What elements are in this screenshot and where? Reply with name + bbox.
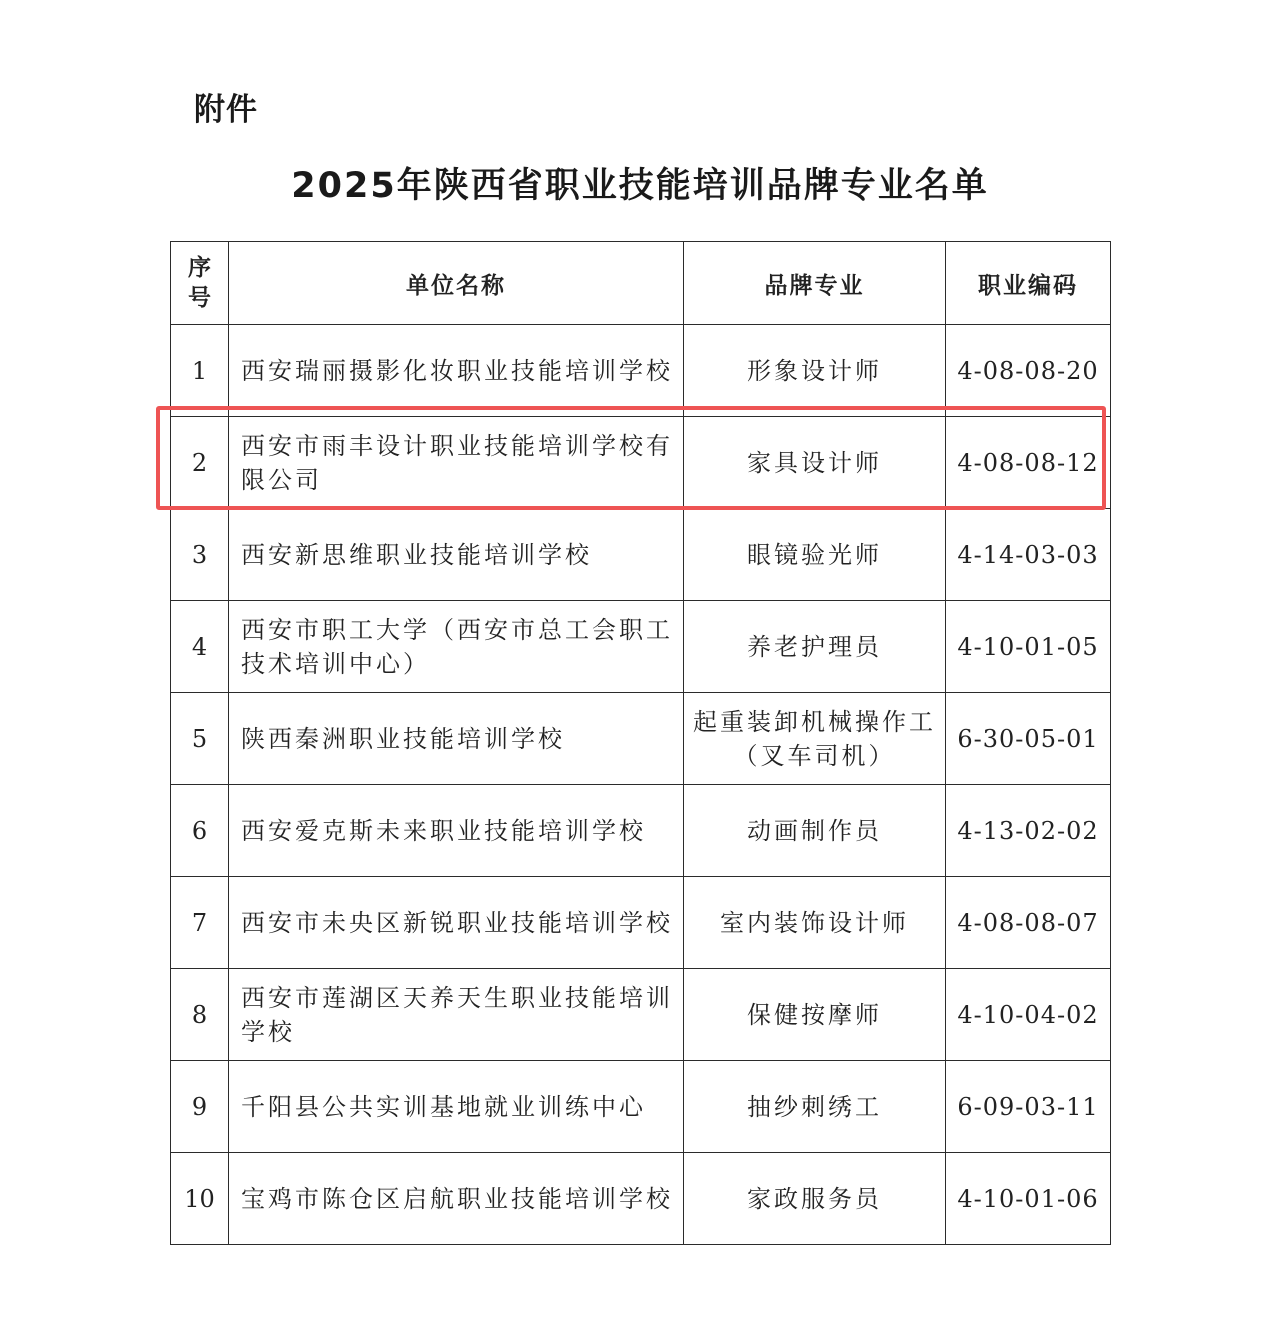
unit-name-cell: 宝鸡市陈仓区启航职业技能培训学校 <box>229 1153 684 1245</box>
row-number-cell: 4 <box>171 601 229 693</box>
unit-name-cell: 千阳县公共实训基地就业训练中心 <box>229 1061 684 1153</box>
occupation-code-cell: 6-30-05-01 <box>946 693 1111 785</box>
header-unit: 单位名称 <box>229 242 684 325</box>
row-number-cell: 1 <box>171 325 229 417</box>
brand-major-table <box>170 241 1111 1245</box>
table-row <box>171 1153 1111 1245</box>
row-number-cell: 7 <box>171 877 229 969</box>
row-number-cell: 9 <box>171 1061 229 1153</box>
header-no-label: 序号 <box>188 255 211 311</box>
table-header-row <box>171 242 1111 325</box>
occupation-code-cell: 4-08-08-07 <box>946 877 1111 969</box>
table-row <box>171 693 1111 785</box>
document-title: 2025年陕西省职业技能培训品牌专业名单 <box>291 166 989 206</box>
table-row <box>171 1061 1111 1153</box>
unit-name-cell: 西安市未央区新锐职业技能培训学校 <box>229 877 684 969</box>
brand-major-cell: 形象设计师 <box>684 325 946 417</box>
occupation-code-cell: 4-10-01-05 <box>946 601 1111 693</box>
occupation-code-cell: 4-08-08-12 <box>946 417 1111 509</box>
table-row <box>171 417 1111 509</box>
header-code: 职业编码 <box>946 242 1111 325</box>
row-number-cell: 8 <box>171 969 229 1061</box>
occupation-code-cell: 4-10-04-02 <box>946 969 1111 1061</box>
table-body <box>171 325 1111 1245</box>
brand-major-cell: 家政服务员 <box>684 1153 946 1245</box>
brand-major-cell: 养老护理员 <box>684 601 946 693</box>
row-number-cell: 5 <box>171 693 229 785</box>
row-number-cell: 6 <box>171 785 229 877</box>
brand-major-cell: 室内装饰设计师 <box>684 877 946 969</box>
brand-major-cell: 抽纱刺绣工 <box>684 1061 946 1153</box>
unit-name-cell: 西安市职工大学（西安市总工会职工技术培训中心） <box>229 601 684 693</box>
brand-major-cell: 家具设计师 <box>684 417 946 509</box>
header-no <box>171 242 229 325</box>
table-row <box>171 785 1111 877</box>
brand-major-cell: 眼镜验光师 <box>684 509 946 601</box>
brand-major-cell: 起重装卸机械操作工（叉车司机） <box>684 693 946 785</box>
unit-name-cell: 西安市莲湖区天养天生职业技能培训学校 <box>229 969 684 1061</box>
unit-name-cell: 西安市雨丰设计职业技能培训学校有限公司 <box>229 417 684 509</box>
table-row <box>171 509 1111 601</box>
row-number-cell: 2 <box>171 417 229 509</box>
occupation-code-cell: 4-13-02-02 <box>946 785 1111 877</box>
unit-name-cell: 西安瑞丽摄影化妆职业技能培训学校 <box>229 325 684 417</box>
header-major: 品牌专业 <box>684 242 946 325</box>
table-row <box>171 969 1111 1061</box>
brand-major-cell: 保健按摩师 <box>684 969 946 1061</box>
table-row <box>171 601 1111 693</box>
unit-name-cell: 西安爱克斯未来职业技能培训学校 <box>229 785 684 877</box>
occupation-code-cell: 4-10-01-06 <box>946 1153 1111 1245</box>
occupation-code-cell: 4-14-03-03 <box>946 509 1111 601</box>
unit-name-cell: 西安新思维职业技能培训学校 <box>229 509 684 601</box>
brand-major-cell: 动画制作员 <box>684 785 946 877</box>
table-row <box>171 325 1111 417</box>
unit-name-cell: 陕西秦洲职业技能培训学校 <box>229 693 684 785</box>
row-number-cell: 3 <box>171 509 229 601</box>
occupation-code-cell: 6-09-03-11 <box>946 1061 1111 1153</box>
row-number-cell: 10 <box>171 1153 229 1245</box>
attachment-label: 附件 <box>194 92 258 128</box>
table-row <box>171 877 1111 969</box>
occupation-code-cell: 4-08-08-20 <box>946 325 1111 417</box>
